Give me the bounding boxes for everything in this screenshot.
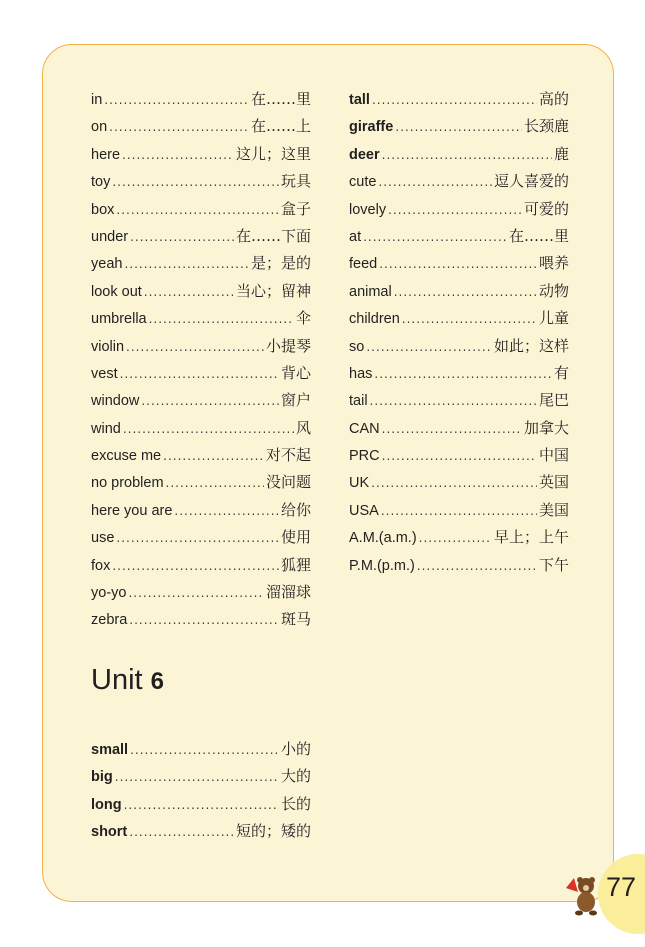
vocab-entry	[349, 387, 569, 414]
dot-leader	[374, 361, 552, 388]
vocab-chinese: 下午	[538, 555, 569, 574]
vocab-entry	[349, 250, 569, 277]
vocab-chinese: 溜溜球	[265, 583, 311, 602]
dot-leader	[109, 114, 249, 141]
vocab-english: window	[91, 393, 140, 410]
vocab-chinese: 逗人喜爱的	[493, 172, 569, 191]
vocab-english: here	[91, 146, 121, 163]
vocab-chinese: 小提琴	[265, 336, 311, 355]
vocab-english: UK	[349, 475, 370, 492]
vocab-chinese: 在……里	[508, 226, 569, 245]
vocab-english: box	[91, 201, 115, 218]
vocab-entry	[91, 818, 311, 845]
vocab-chinese: 喂养	[538, 254, 569, 273]
vocab-english: in	[91, 92, 103, 108]
vocab-entry	[91, 442, 311, 469]
vocab-entry	[91, 86, 311, 113]
vocab-chinese: 中国	[538, 446, 569, 465]
vocab-chinese: 长的	[280, 794, 311, 813]
dot-leader	[123, 416, 294, 443]
vocab-chinese: 动物	[538, 281, 569, 300]
vocab-english: USA	[349, 502, 379, 519]
vocab-entry	[91, 278, 311, 305]
dot-leader	[144, 279, 234, 306]
vocab-chinese: 盒子	[280, 199, 311, 218]
vocab-entry	[91, 606, 311, 633]
vocab-chinese: 伞	[295, 309, 311, 328]
vocab-english: long	[91, 796, 122, 813]
vocab-entry	[349, 360, 569, 387]
dot-leader	[126, 334, 264, 361]
vocab-column-right	[349, 86, 569, 579]
vocab-chinese: 早上；上午	[493, 528, 569, 547]
vocab-english: CAN	[349, 420, 380, 437]
dot-leader	[112, 553, 279, 580]
dot-leader	[124, 792, 279, 819]
vocab-english: fox	[91, 557, 111, 574]
vocab-english: excuse me	[91, 448, 162, 465]
vocab-entry	[349, 333, 569, 360]
vocab-chinese: 狐狸	[280, 555, 311, 574]
vocab-chinese: 对不起	[265, 446, 311, 465]
dot-leader	[394, 279, 537, 306]
dot-leader	[128, 580, 264, 607]
dot-leader	[129, 819, 234, 846]
vocab-chinese: 斑马	[280, 610, 311, 629]
dot-leader	[149, 306, 294, 333]
dot-leader	[120, 361, 279, 388]
vocab-chinese: 在……下面	[235, 226, 311, 245]
dot-leader	[115, 764, 279, 791]
vocab-chinese: 可爱的	[523, 199, 569, 218]
vocab-entry	[91, 305, 311, 332]
dot-leader	[116, 197, 279, 224]
vocab-entry	[91, 387, 311, 414]
vocab-entry	[349, 141, 569, 168]
unit-heading-number: 6	[150, 668, 164, 695]
dot-leader	[381, 498, 537, 525]
dot-leader	[388, 197, 522, 224]
unit-heading	[91, 664, 164, 697]
vocab-english: toy	[91, 174, 111, 191]
vocab-english: big	[91, 769, 113, 786]
vocab-entry	[91, 791, 311, 818]
vocab-english: children	[349, 311, 400, 328]
vocab-english: short	[91, 824, 128, 841]
vocab-column-left	[91, 86, 311, 634]
vocab-chinese: 长颈鹿	[523, 117, 569, 136]
vocab-chinese: 没问题	[265, 473, 311, 492]
vocab-chinese: 大的	[280, 767, 311, 786]
vocab-english: lovely	[349, 201, 387, 218]
vocab-chinese: 有	[553, 363, 569, 382]
bear-mascot-icon	[562, 872, 604, 916]
dot-leader	[124, 251, 249, 278]
dot-leader	[130, 224, 234, 251]
vocab-english: under	[91, 228, 129, 245]
vocab-english: look out	[91, 283, 142, 300]
dot-leader	[104, 87, 249, 114]
dot-leader	[163, 443, 264, 470]
vocab-entry	[91, 415, 311, 442]
dot-leader	[382, 142, 552, 169]
vocab-entry	[91, 333, 311, 360]
vocab-entry	[91, 469, 311, 496]
vocab-chinese: 在……里	[250, 90, 311, 108]
dot-leader	[382, 443, 537, 470]
vocab-entry	[91, 497, 311, 524]
vocab-chinese: 儿童	[538, 309, 569, 328]
vocab-chinese: 窗户	[280, 391, 311, 410]
vocab-english: giraffe	[349, 119, 394, 136]
vocab-entry	[91, 360, 311, 387]
vocab-english: so	[349, 338, 365, 355]
dot-leader	[366, 334, 492, 361]
vocab-chinese: 风	[295, 418, 311, 437]
vocab-entry	[349, 168, 569, 195]
vocab-english: tail	[349, 393, 368, 410]
vocab-entry	[91, 736, 311, 763]
vocab-entry	[91, 763, 311, 790]
vocab-entry	[349, 305, 569, 332]
page-number: 77	[606, 872, 637, 902]
vocab-chinese: 使用	[280, 528, 311, 547]
dot-leader	[419, 525, 492, 552]
vocab-chinese: 在……上	[250, 117, 311, 136]
vocab-entry	[91, 141, 311, 168]
dot-leader	[395, 114, 522, 141]
dot-leader	[130, 737, 279, 764]
vocab-chinese: 如此；这样	[493, 336, 569, 355]
dot-leader	[382, 416, 522, 443]
vocab-entry	[349, 223, 569, 250]
vocab-english: yo-yo	[91, 585, 127, 602]
vocab-chinese: 这儿；这里	[235, 144, 311, 163]
vocab-english: no problem	[91, 475, 164, 492]
vocab-entry	[349, 196, 569, 223]
dot-leader	[174, 498, 279, 525]
vocab-english: zebra	[91, 612, 128, 629]
vocab-entry	[91, 223, 311, 250]
vocab-chinese: 玩具	[280, 172, 311, 191]
dot-leader	[112, 169, 279, 196]
vocab-english: small	[91, 742, 129, 758]
vocab-chinese: 美国	[538, 500, 569, 519]
vocab-entry	[349, 113, 569, 140]
vocab-english: tall	[349, 92, 370, 108]
vocab-english: deer	[349, 146, 380, 163]
vocab-entry	[349, 278, 569, 305]
vocab-entry	[349, 442, 569, 469]
vocab-english: wind	[91, 420, 121, 437]
vocab-english: P.M.(p.m.)	[349, 557, 415, 574]
dot-leader	[402, 306, 537, 333]
vocab-english: use	[91, 530, 115, 547]
vocab-entry	[91, 579, 311, 606]
dot-leader	[370, 388, 537, 415]
vocab-entry	[91, 168, 311, 195]
dot-leader	[116, 525, 279, 552]
vocab-entry	[349, 86, 569, 113]
vocab-entry	[91, 250, 311, 277]
vocab-entry	[91, 552, 311, 579]
vocab-english: cute	[349, 174, 377, 191]
unit-heading-label: Unit	[91, 664, 143, 696]
unit6-vocab-list	[91, 736, 311, 846]
vocab-english: on	[91, 119, 108, 136]
vocab-entry	[349, 524, 569, 551]
dot-leader	[363, 224, 507, 251]
vocab-entry	[349, 497, 569, 524]
dot-leader	[378, 169, 492, 196]
vocab-english: animal	[349, 283, 392, 300]
vocab-chinese: 高的	[538, 90, 569, 108]
dot-leader	[141, 388, 279, 415]
vocab-chinese: 是；是的	[250, 254, 311, 273]
dot-leader	[129, 607, 279, 634]
vocab-chinese: 给你	[280, 500, 311, 519]
vocab-chinese: 加拿大	[523, 418, 569, 437]
dot-leader	[379, 251, 537, 278]
vocab-english: feed	[349, 256, 378, 273]
vocab-entry	[91, 196, 311, 223]
vocab-english: yeah	[91, 256, 123, 273]
vocab-english: violin	[91, 338, 125, 355]
vocab-english: at	[349, 228, 362, 245]
vocab-chinese: 鹿	[553, 144, 569, 163]
vocab-entry	[349, 469, 569, 496]
dot-leader	[371, 470, 537, 497]
vocab-entry	[349, 415, 569, 442]
vocab-entry	[91, 524, 311, 551]
vocab-chinese: 背心	[280, 363, 311, 382]
vocab-chinese: 尾巴	[538, 391, 569, 410]
vocab-english: PRC	[349, 448, 380, 465]
vocab-chinese: 短的；矮的	[235, 822, 311, 841]
dot-leader	[166, 470, 264, 497]
vocab-entry	[349, 552, 569, 579]
vocab-chinese: 小的	[280, 740, 311, 758]
vocab-english: A.M.(a.m.)	[349, 530, 417, 547]
vocab-chinese: 英国	[538, 473, 569, 492]
vocab-english: vest	[91, 365, 118, 382]
dot-leader	[372, 87, 537, 114]
vocab-entry	[91, 113, 311, 140]
vocab-chinese: 当心；留神	[235, 281, 311, 300]
vocab-english: umbrella	[91, 311, 147, 328]
vocab-english: here you are	[91, 502, 173, 519]
vocab-english: has	[349, 365, 373, 382]
dot-leader	[417, 553, 537, 580]
dot-leader	[122, 142, 234, 169]
